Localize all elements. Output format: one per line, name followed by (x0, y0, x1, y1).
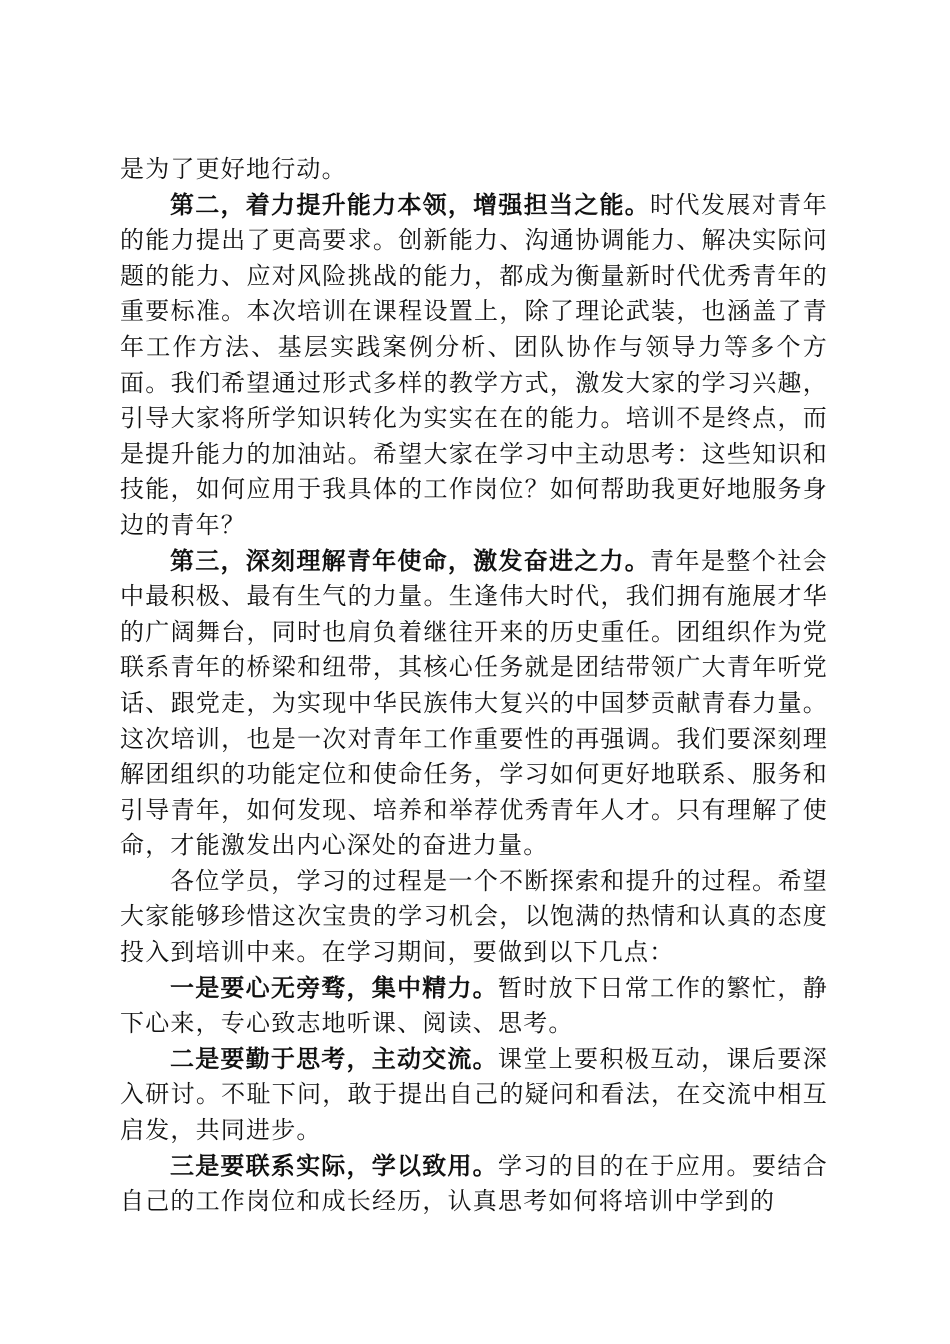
paragraph-students-address (120, 864, 828, 971)
paragraph-heading: 第二，着力提升能力本领，增强担当之能。 (170, 190, 651, 219)
paragraph-text: 学习的目的在于应用。要结合自己的工作岗位和成长经历，认真思考如何将培训中学到的 (120, 1151, 828, 1216)
paragraph-text: 时代发展对青年的能力提出了更高要求。创新能力、沟通协调能力、解决实际问题的能力、应对风险挑战的能力，都成为衡量新时代优秀青年的重要标准。本次培训在课程设置上，除了理论武装，也涵盖了青年工作方法、基层实践案例分析、团队协作与领导力等多个方面。我们希望通过形式多样的教学方式，激发大家的学习兴趣，引导大家将所学知识转化为实实在在的能力。培训不是终点，而是提升能力的加油站。希望大家在学习中主动思考：这些知识和技能，如何应用于我具体的工作岗位？如何帮助我更好地服务身边的青年？ (120, 190, 828, 539)
paragraph-heading: 三是要联系实际，学以致用。 (170, 1151, 498, 1180)
paragraph-second-point (120, 188, 828, 544)
paragraph-third-point (120, 544, 828, 864)
paragraph-text: 青年是整个社会中最积极、最有生气的力量。生逢伟大时代，我们拥有施展才华的广阔舞台，同时也肩负着继往开来的历史重任。团组织作为党联系青年的桥梁和纽带，其核心任务就是团结带领广大青年听党话、跟党走，为实现中华民族伟大复兴的中国梦贡献青春力量。这次培训，也是一次对青年工作重要性的再强调。我们要深刻理解团组织的功能定位和使命任务，学习如何更好地联系、服务和引导青年，如何发现、培养和举荐优秀青年人才。只有理解了使命，才能激发出内心深处的奋进力量。 (120, 546, 828, 860)
paragraph-heading: 一是要心无旁骛，集中精力。 (170, 973, 498, 1002)
paragraph-requirement-one (120, 971, 828, 1042)
paragraph-continuation (120, 152, 828, 188)
paragraph-text: 各位学员，学习的过程是一个不断探索和提升的过程。希望大家能够珍惜这次宝贵的学习机会，以饱满的热情和认真的态度投入到培训中来。在学习期间，要做到以下几点： (120, 866, 828, 967)
document-body (120, 152, 828, 1220)
paragraph-heading: 第三，深刻理解青年使命，激发奋进之力。 (170, 546, 651, 575)
paragraph-heading: 二是要勤于思考，主动交流。 (170, 1044, 498, 1073)
paragraph-requirement-two (120, 1042, 828, 1149)
paragraph-text: 是为了更好地行动。 (120, 155, 347, 183)
paragraph-requirement-three (120, 1149, 828, 1220)
paragraph-text: 暂时放下日常工作的繁忙，静下心来，专心致志地听课、阅读、思考。 (120, 973, 828, 1038)
paragraph-text: 课堂上要积极互动，课后要深入研讨。不耻下问，敢于提出自己的疑问和看法，在交流中相互启发，共同进步。 (120, 1044, 828, 1145)
